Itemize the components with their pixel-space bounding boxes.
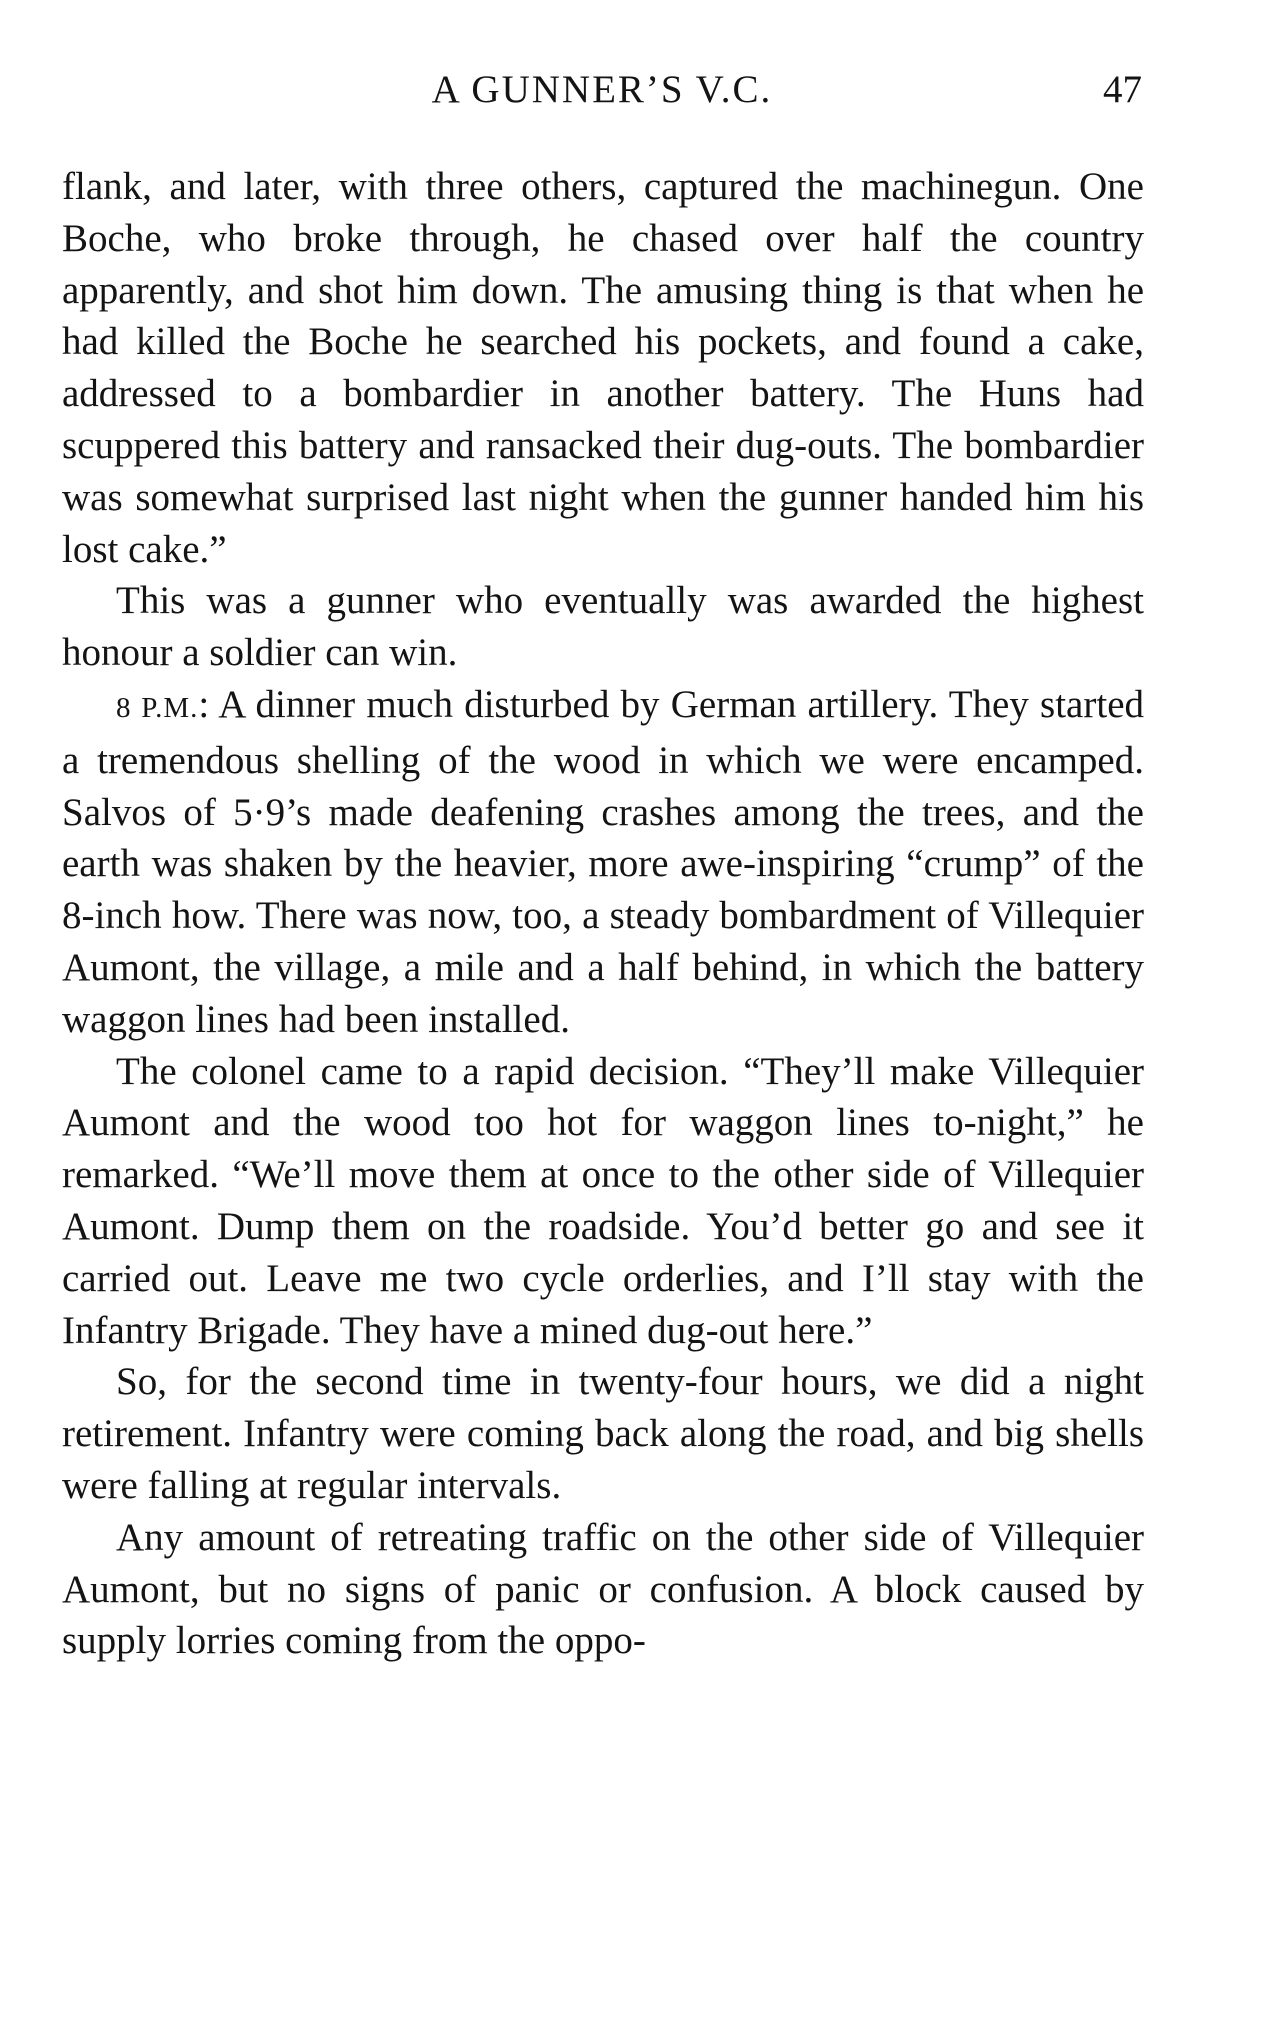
running-head [62,64,1142,116]
paragraph-1: flank, and later, with three others, captured the machinegun. One Boche, who broke through, he chased over half the country apparently, and shot him down. The amusing thing is that when he had killed the Boche he searched his pockets, and found a cake, addressed to a bombardier in another battery. The Huns had scuppered this battery and ransacked their dug-outs. The bombardier was somewhat surprised last night when the gunner handed him his lost cake.” [62,165,1144,571]
body-text [62,161,1144,1667]
paragraph-2: This was a gunner who eventually was awarded the highest honour a soldier can win. [62,579,1144,675]
paragraph-6: Any amount of retreating traffic on the other side of Villequier Aumont, but no signs of panic or confusion. A block caused by supply lorries coming from the oppo- [62,1515,1144,1663]
page-number: 47 [1103,68,1142,111]
paragraph-4: The colonel came to a rapid decision. “They’ll make Villequier Aumont and the wood too hot for waggon lines to-night,” he remarked. “We’ll move them at once to the other side of Villequier Aumont. Dump them on the roadside. You’d better go and see it carried out. Leave me two cycle orderlies, and I’ll stay with the Infantry Brigade. They have a mined dug-out here.” [62,1049,1144,1352]
time-marker: 8 P.M. [116,691,199,724]
running-title: A GUNNER’S V.C. [431,68,773,111]
paragraph-3-text: : A dinner much disturbed by German artillery. They started a tremendous shelling of the wood in which we were encamped. Salvos of 5·9’s made deafening crashes among the trees, and the earth was shaken by the heavier, more awe-inspiring “crump” of the 8-inch how. There was now, too, a steady bombardment of Villequier Aumont, the village, a mile and a half behind, in which the battery waggon lines had been installed. [62,682,1144,1041]
paragraph-3 [62,679,1144,1046]
paragraph-5: So, for the second time in twenty-four hours, we did a night retirement. Infantry were coming back along the road, and big shells were falling at regular intervals. [62,1360,1144,1507]
